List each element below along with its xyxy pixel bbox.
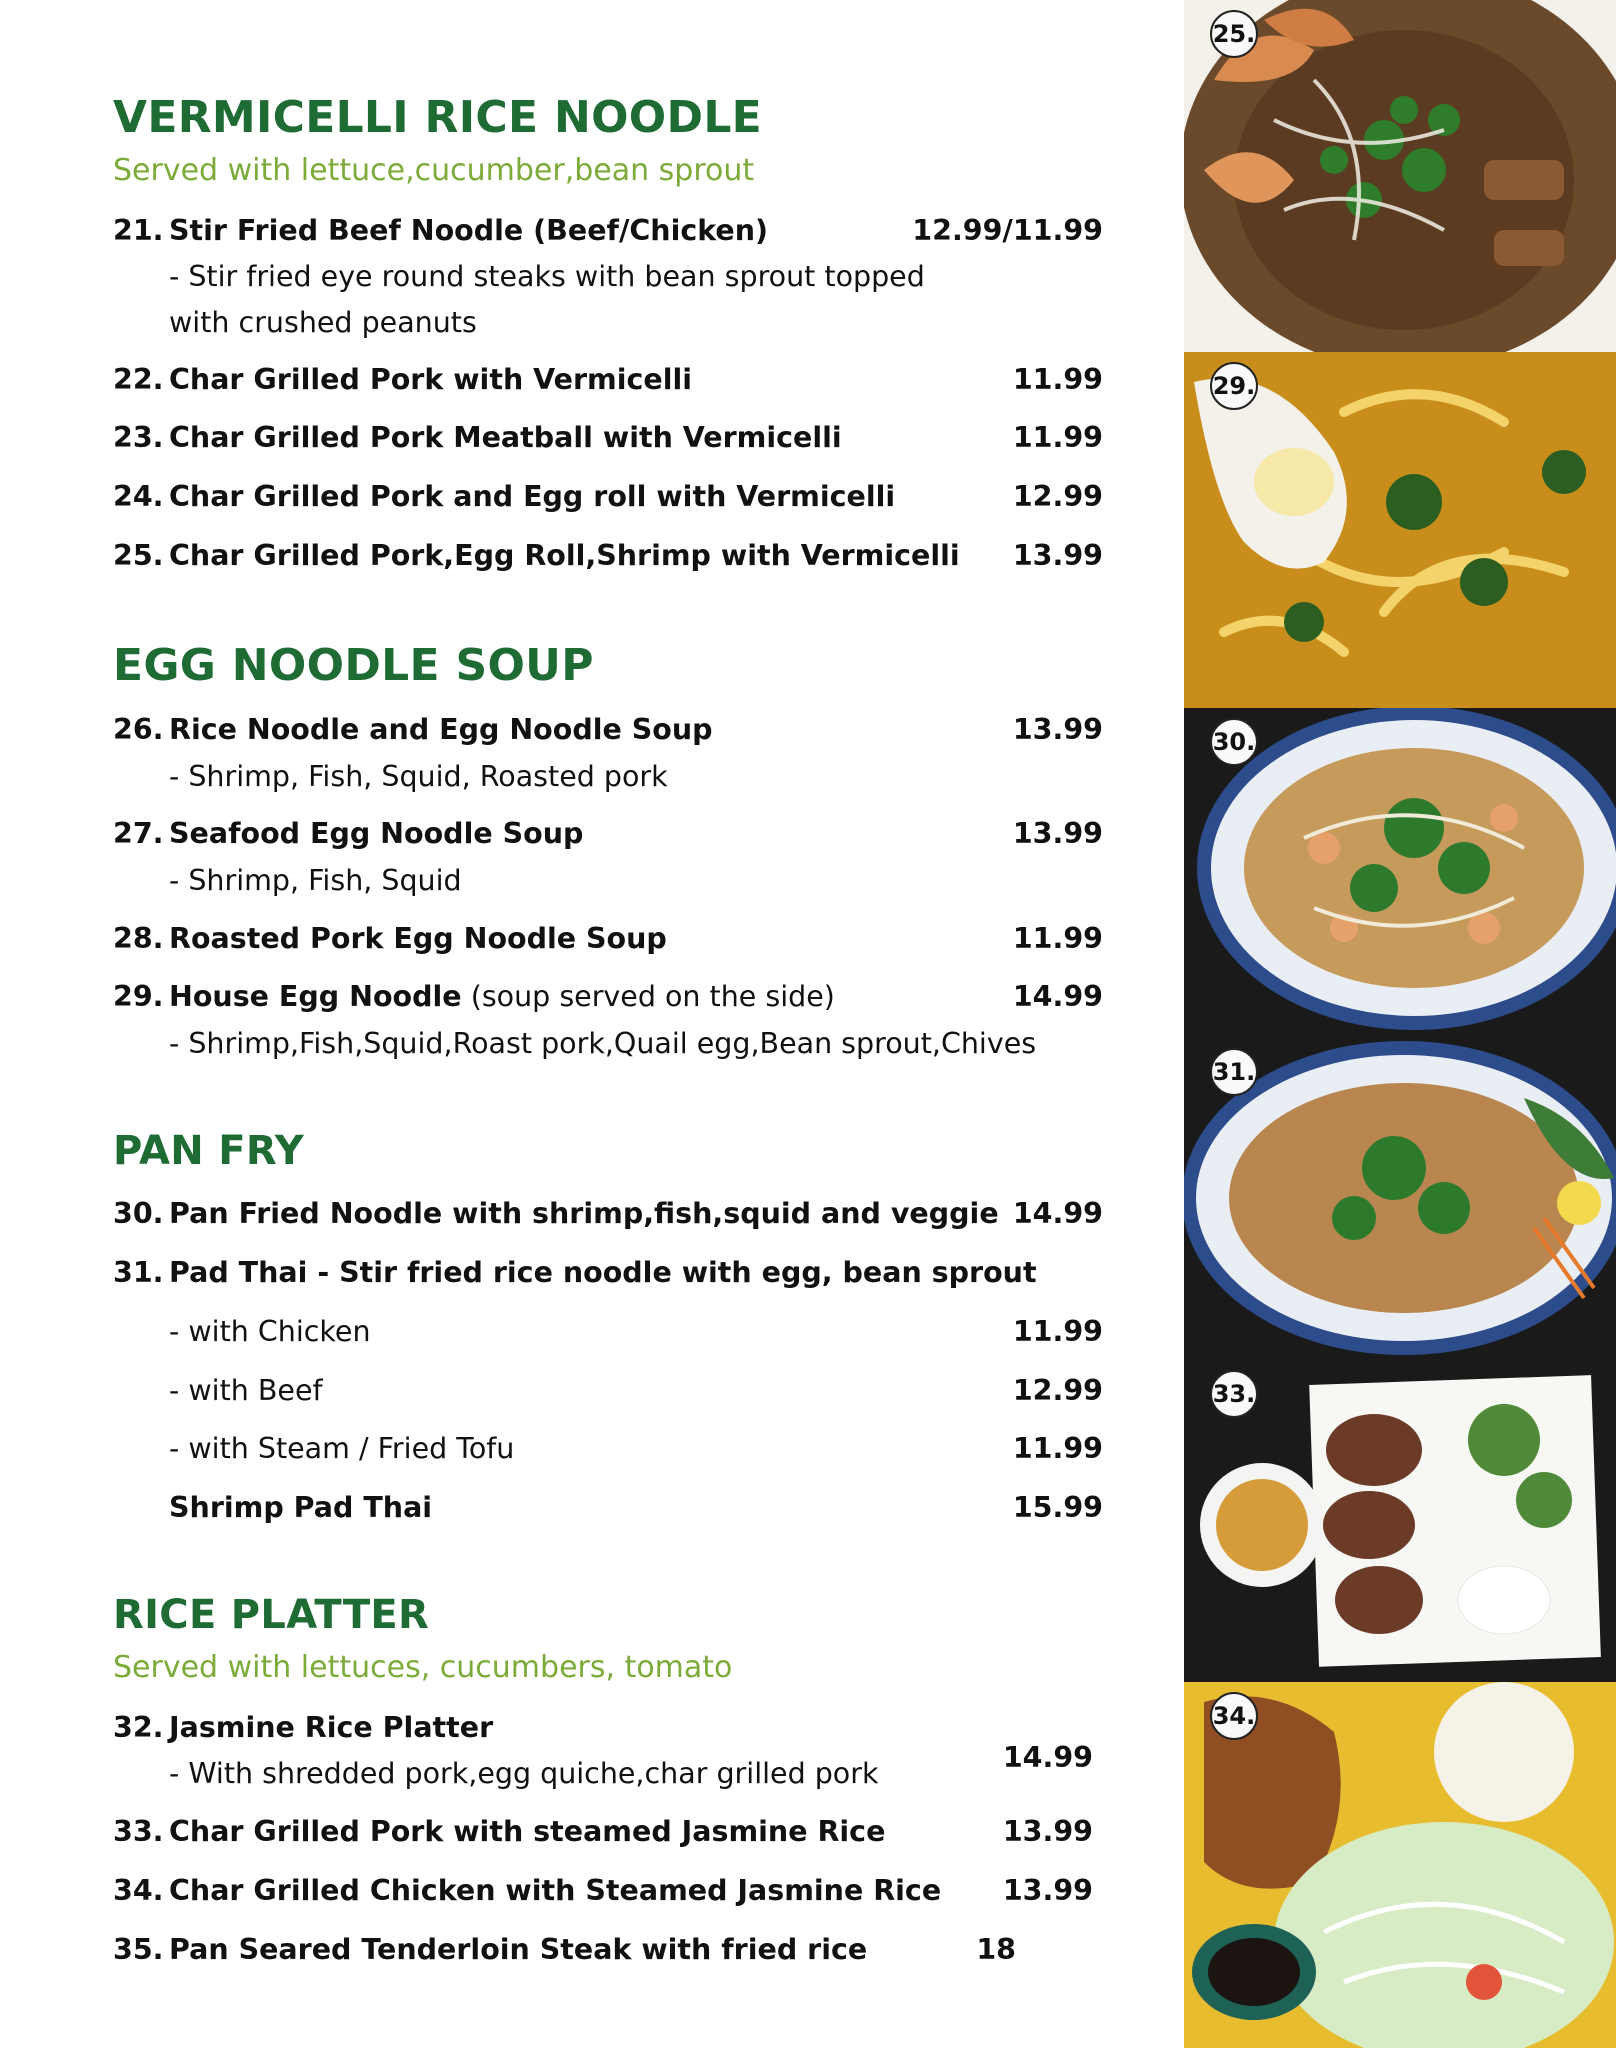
item-number: 21. (113, 214, 164, 247)
item-number: 34. (113, 1874, 164, 1907)
item-number: 28. (113, 922, 164, 955)
item-price: 14.99 (1012, 1197, 1103, 1230)
item-price: 11.99 (1012, 922, 1103, 955)
item-number: 22. (113, 363, 164, 396)
food-photo-30 (1184, 708, 1616, 1038)
photo-number-badge: 33. (1210, 1370, 1258, 1418)
pad-thai-option (169, 1315, 1103, 1348)
option-label: - with Beef (169, 1374, 323, 1407)
grilled-chicken-rice-image (1184, 1682, 1616, 2048)
menu-item (113, 980, 1103, 1013)
item-name: Seafood Egg Noodle Soup (169, 817, 584, 850)
option-label: - with Chicken (169, 1315, 371, 1348)
photo-number-badge: 30. (1210, 718, 1258, 766)
item-number: 29. (113, 980, 164, 1013)
item-price: 13.99 (1012, 539, 1103, 572)
menu-item (113, 1815, 1103, 1848)
item-name: Char Grilled Chicken with Steamed Jasmine Rice (169, 1874, 942, 1907)
menu-item (113, 1874, 1103, 1907)
option-price: 11.99 (1012, 1432, 1103, 1465)
menu-item (113, 817, 1103, 850)
item-number: 24. (113, 480, 164, 513)
option-label: Shrimp Pad Thai (169, 1491, 433, 1524)
item-price: 14.99 (1012, 980, 1103, 1013)
photo-number-badge: 31. (1210, 1048, 1258, 1096)
section-title-rice-platter: RICE PLATTER (113, 1592, 430, 1638)
section-subtitle-rice-platter: Served with lettuces, cucumbers, tomato (113, 1650, 733, 1685)
photo-strip (1184, 0, 1616, 2048)
photo-number-badge: 25. (1210, 10, 1258, 58)
food-photo-34 (1184, 1682, 1616, 2048)
menu-item (113, 214, 1103, 247)
option-price: 12.99 (1012, 1374, 1103, 1407)
item-number: 26. (113, 713, 164, 746)
item-number: 25. (113, 539, 164, 572)
description-line: - Stir fried eye round steaks with bean sprout topped (169, 260, 925, 293)
item-price: 11.99 (1012, 421, 1103, 454)
item-number: 30. (113, 1197, 164, 1230)
item-number: 32. (113, 1711, 164, 1744)
menu-item (113, 1711, 1103, 1744)
section-title-egg-noodle: EGG NOODLE SOUP (113, 640, 594, 691)
menu-item (113, 480, 1103, 513)
item-description: - Shrimp,Fish,Squid,Roast pork,Quail egg,Bean sprout,Chives (169, 1027, 1037, 1060)
pad-thai-option (169, 1491, 1103, 1524)
option-price: 11.99 (1012, 1315, 1103, 1348)
item-name: Char Grilled Pork with Vermicelli (169, 363, 693, 396)
pad-thai-option (169, 1374, 1103, 1407)
item-name: Pan Fried Noodle with shrimp,fish,squid and veggie (169, 1197, 999, 1230)
item-name: Roasted Pork Egg Noodle Soup (169, 922, 667, 955)
item-price: 13.99 (1002, 1815, 1093, 1848)
menu-item (113, 713, 1103, 746)
item-price: 13.99 (1012, 713, 1103, 746)
item-price: 11.99 (1012, 363, 1103, 396)
option-label: - with Steam / Fried Tofu (169, 1432, 515, 1465)
item-name: Stir Fried Beef Noodle (Beef/Chicken) (169, 214, 769, 247)
option-price: 15.99 (1012, 1491, 1103, 1524)
item-name: Char Grilled Pork with steamed Jasmine Rice (169, 1815, 886, 1848)
menu-item (113, 539, 1103, 572)
section-title-pan-fry: PAN FRY (113, 1128, 305, 1174)
item-name: Rice Noodle and Egg Noodle Soup (169, 713, 713, 746)
item-price: 12.99/11.99 (912, 214, 1103, 247)
photo-number-badge: 29. (1210, 362, 1258, 410)
item-description: - With shredded pork,egg quiche,char grilled pork (169, 1757, 879, 1790)
item-number: 23. (113, 421, 164, 454)
menu-item (113, 1256, 1103, 1289)
food-photo-31 (1184, 1038, 1616, 1360)
item-number: 33. (113, 1815, 164, 1848)
photo-number-badge: 34. (1210, 1692, 1258, 1740)
food-photo-29 (1184, 352, 1616, 708)
item-number: 27. (113, 817, 164, 850)
item-price: 13.99 (1012, 817, 1103, 850)
menu-item (113, 421, 1103, 454)
item-number: 31. (113, 1256, 164, 1289)
pad-thai-option (169, 1432, 1103, 1465)
item-name: Pan Seared Tenderloin Steak with fried rice (169, 1933, 868, 1966)
item-price: 12.99 (1012, 480, 1103, 513)
egg-noodle-soup-image (1184, 352, 1616, 708)
item-name: Char Grilled Pork Meatball with Vermicelli (169, 421, 842, 454)
item-price: 14.99 (1002, 1741, 1093, 1774)
menu-item (113, 922, 1103, 955)
item-name: House Egg Noodle (169, 980, 462, 1013)
item-name: Char Grilled Pork,Egg Roll,Shrimp with Vermicelli (169, 539, 960, 572)
item-price: 13.99 (1002, 1874, 1093, 1907)
food-photo-33 (1184, 1360, 1616, 1682)
section-subtitle-vermicelli: Served with lettuce,cucumber,bean sprout (113, 153, 755, 188)
menu-item (113, 363, 1103, 396)
item-description (169, 254, 925, 346)
menu-item (113, 1197, 1103, 1230)
item-price: 18 (976, 1933, 1016, 1966)
section-title-vermicelli: VERMICELLI RICE NOODLE (113, 92, 763, 143)
food-photo-25 (1184, 0, 1616, 352)
item-note: (soup served on the side) (461, 980, 835, 1013)
item-name: Char Grilled Pork and Egg roll with Vermicelli (169, 480, 896, 513)
item-description: - Shrimp, Fish, Squid (169, 864, 462, 897)
item-number: 35. (113, 1933, 164, 1966)
item-name: Jasmine Rice Platter (169, 1711, 494, 1744)
item-name: Pad Thai - Stir fried rice noodle with egg, bean sprout (169, 1256, 1037, 1289)
description-line: with crushed peanuts (169, 306, 477, 339)
item-description: - Shrimp, Fish, Squid, Roasted pork (169, 760, 668, 793)
